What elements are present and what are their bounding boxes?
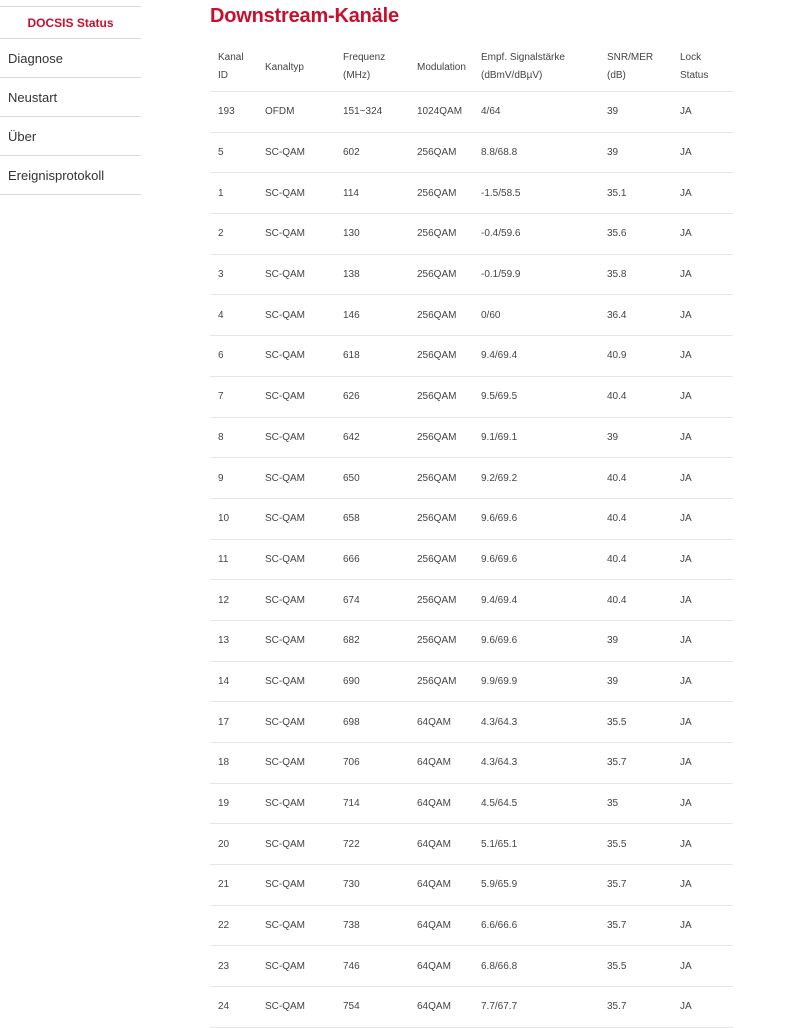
frequenz-cell: 698: [335, 702, 409, 743]
kanaltyp-cell: SC-QAM: [257, 132, 335, 173]
kanal-id-cell: 7: [210, 376, 257, 417]
frequenz-cell: 754: [335, 987, 409, 1028]
table-row: [210, 702, 733, 743]
snr-mer-cell: 35.6: [599, 214, 672, 255]
snr-mer-cell: 35.7: [599, 987, 672, 1028]
kanal-id-cell: 22: [210, 905, 257, 946]
lock-status-cell: JA: [672, 214, 733, 255]
column-header-line1: Empf. Signalstärke: [481, 52, 565, 63]
lock-status-cell: JA: [672, 376, 733, 417]
column-header-line2: Status: [680, 70, 709, 81]
sidebar-item-neustart[interactable]: Neustart: [0, 78, 141, 117]
signalstaerke-cell: 9.2/69.2: [473, 458, 599, 499]
lock-status-cell: JA: [672, 498, 733, 539]
signalstaerke-cell: 4.5/64.5: [473, 783, 599, 824]
kanaltyp-cell: SC-QAM: [257, 987, 335, 1028]
frequenz-cell: 650: [335, 458, 409, 499]
modulation-cell: 1024QAM: [409, 92, 473, 133]
kanaltyp-cell: SC-QAM: [257, 539, 335, 580]
snr-mer-cell: 35.7: [599, 865, 672, 906]
table-row: [210, 295, 733, 336]
frequenz-cell: 690: [335, 661, 409, 702]
frequenz-cell: 151~324: [335, 92, 409, 133]
modulation-cell: 64QAM: [409, 743, 473, 784]
signalstaerke-cell: 9.6/69.6: [473, 620, 599, 661]
signalstaerke-cell: 5.1/65.1: [473, 824, 599, 865]
kanaltyp-cell: SC-QAM: [257, 702, 335, 743]
lock-status-cell: JA: [672, 458, 733, 499]
kanal-id-cell: 11: [210, 539, 257, 580]
column-header-line2: (MHz): [343, 70, 371, 81]
snr-mer-cell: 35.5: [599, 946, 672, 987]
kanal-id-cell: 5: [210, 132, 257, 173]
modulation-cell: 256QAM: [409, 295, 473, 336]
lock-status-cell: JA: [672, 336, 733, 377]
kanal-id-cell: 2: [210, 214, 257, 255]
kanaltyp-cell: SC-QAM: [257, 214, 335, 255]
column-header-line1: Lock: [680, 52, 702, 63]
kanaltyp-cell: SC-QAM: [257, 376, 335, 417]
signalstaerke-cell: 9.4/69.4: [473, 336, 599, 377]
frequenz-cell: 602: [335, 132, 409, 173]
sidebar-item-ereignisprotokoll[interactable]: Ereignisprotokoll: [0, 156, 141, 195]
modulation-cell: 64QAM: [409, 824, 473, 865]
table-row: [210, 539, 733, 580]
kanal-id-cell: 14: [210, 661, 257, 702]
kanal-id-cell: 13: [210, 620, 257, 661]
table-row: [210, 783, 733, 824]
frequenz-cell: 746: [335, 946, 409, 987]
signalstaerke-cell: -0.4/59.6: [473, 214, 599, 255]
lock-status-cell: JA: [672, 539, 733, 580]
kanaltyp-cell: SC-QAM: [257, 661, 335, 702]
sidebar-item-docsis-status[interactable]: DOCSIS Status: [0, 6, 141, 39]
frequenz-cell: 618: [335, 336, 409, 377]
kanal-id-cell: 193: [210, 92, 257, 133]
table-row: [210, 905, 733, 946]
table-row: [210, 580, 733, 621]
kanal-id-cell: 4: [210, 295, 257, 336]
modulation-cell: 256QAM: [409, 539, 473, 580]
downstream-channel-table: [210, 45, 733, 1028]
lock-status-cell: JA: [672, 92, 733, 133]
kanaltyp-cell: SC-QAM: [257, 295, 335, 336]
table-row: [210, 214, 733, 255]
lock-status-cell: JA: [672, 661, 733, 702]
signalstaerke-cell: 4.3/64.3: [473, 702, 599, 743]
column-header-line2: (dB): [607, 70, 626, 81]
modulation-cell: 256QAM: [409, 336, 473, 377]
modulation-cell: 256QAM: [409, 580, 473, 621]
kanaltyp-cell: SC-QAM: [257, 865, 335, 906]
kanaltyp-cell: SC-QAM: [257, 173, 335, 214]
column-header-line1: Modulation: [417, 62, 466, 73]
lock-status-cell: JA: [672, 620, 733, 661]
lock-status-cell: JA: [672, 824, 733, 865]
kanaltyp-cell: SC-QAM: [257, 620, 335, 661]
snr-mer-cell: 35.5: [599, 702, 672, 743]
page-title: Downstream-Kanäle: [210, 5, 399, 27]
modulation-cell: 256QAM: [409, 173, 473, 214]
signalstaerke-cell: 4/64: [473, 92, 599, 133]
column-header-line1: SNR/MER: [607, 52, 654, 63]
modulation-cell: 256QAM: [409, 132, 473, 173]
kanaltyp-cell: SC-QAM: [257, 498, 335, 539]
lock-status-cell: JA: [672, 702, 733, 743]
lock-status-cell: JA: [672, 254, 733, 295]
modulation-cell: 64QAM: [409, 783, 473, 824]
frequenz-cell: 674: [335, 580, 409, 621]
frequenz-cell: 738: [335, 905, 409, 946]
kanaltyp-cell: SC-QAM: [257, 905, 335, 946]
signalstaerke-cell: 9.5/69.5: [473, 376, 599, 417]
lock-status-cell: JA: [672, 417, 733, 458]
snr-mer-cell: 35: [599, 783, 672, 824]
snr-mer-cell: 35.8: [599, 254, 672, 295]
signalstaerke-cell: 7.7/67.7: [473, 987, 599, 1028]
table-row: [210, 173, 733, 214]
table-row: [210, 661, 733, 702]
frequenz-cell: 146: [335, 295, 409, 336]
column-header-kanaltyp: [257, 45, 335, 92]
table-row: [210, 620, 733, 661]
lock-status-cell: JA: [672, 987, 733, 1028]
table-row: [210, 92, 733, 133]
signalstaerke-cell: 4.3/64.3: [473, 743, 599, 784]
table-row: [210, 376, 733, 417]
table-row: [210, 254, 733, 295]
table-row: [210, 987, 733, 1028]
main-content: [210, 0, 770, 1028]
table-row: [210, 458, 733, 499]
kanal-id-cell: 12: [210, 580, 257, 621]
table-row: [210, 417, 733, 458]
frequenz-cell: 658: [335, 498, 409, 539]
frequenz-cell: 706: [335, 743, 409, 784]
snr-mer-cell: 40.9: [599, 336, 672, 377]
snr-mer-cell: 39: [599, 417, 672, 458]
signalstaerke-cell: 9.4/69.4: [473, 580, 599, 621]
signalstaerke-cell: 0/60: [473, 295, 599, 336]
modulation-cell: 256QAM: [409, 214, 473, 255]
frequenz-cell: 722: [335, 824, 409, 865]
lock-status-cell: JA: [672, 743, 733, 784]
signalstaerke-cell: -1.5/58.5: [473, 173, 599, 214]
frequenz-cell: 642: [335, 417, 409, 458]
kanaltyp-cell: SC-QAM: [257, 458, 335, 499]
frequenz-cell: 138: [335, 254, 409, 295]
signalstaerke-cell: 6.6/66.6: [473, 905, 599, 946]
frequenz-cell: 730: [335, 865, 409, 906]
modulation-cell: 64QAM: [409, 865, 473, 906]
modulation-cell: 64QAM: [409, 905, 473, 946]
signalstaerke-cell: 8.8/68.8: [473, 132, 599, 173]
kanal-id-cell: 10: [210, 498, 257, 539]
signalstaerke-cell: 9.9/69.9: [473, 661, 599, 702]
frequenz-cell: 682: [335, 620, 409, 661]
signalstaerke-cell: 9.6/69.6: [473, 498, 599, 539]
column-header-snr-mer: [599, 45, 672, 92]
snr-mer-cell: 40.4: [599, 498, 672, 539]
signalstaerke-cell: -0.1/59.9: [473, 254, 599, 295]
signalstaerke-cell: 6.8/66.8: [473, 946, 599, 987]
table-row: [210, 824, 733, 865]
modulation-cell: 64QAM: [409, 702, 473, 743]
snr-mer-cell: 36.4: [599, 295, 672, 336]
lock-status-cell: JA: [672, 295, 733, 336]
sidebar-nav: [0, 6, 141, 195]
table-row: [210, 336, 733, 377]
sidebar-item-diagnose[interactable]: Diagnose: [0, 39, 141, 78]
snr-mer-cell: 40.4: [599, 458, 672, 499]
kanal-id-cell: 3: [210, 254, 257, 295]
kanaltyp-cell: SC-QAM: [257, 580, 335, 621]
column-header-line2: (dBmV/dBµV): [481, 70, 543, 81]
lock-status-cell: JA: [672, 865, 733, 906]
kanal-id-cell: 21: [210, 865, 257, 906]
lock-status-cell: JA: [672, 946, 733, 987]
snr-mer-cell: 40.4: [599, 376, 672, 417]
kanal-id-cell: 19: [210, 783, 257, 824]
signalstaerke-cell: 5.9/65.9: [473, 865, 599, 906]
kanaltyp-cell: SC-QAM: [257, 417, 335, 458]
snr-mer-cell: 35.7: [599, 905, 672, 946]
lock-status-cell: JA: [672, 132, 733, 173]
table-row: [210, 743, 733, 784]
snr-mer-cell: 39: [599, 132, 672, 173]
column-header-frequenz: [335, 45, 409, 92]
modulation-cell: 256QAM: [409, 620, 473, 661]
kanal-id-cell: 20: [210, 824, 257, 865]
table-row: [210, 498, 733, 539]
kanaltyp-cell: SC-QAM: [257, 824, 335, 865]
kanal-id-cell: 8: [210, 417, 257, 458]
table-header-row: [210, 45, 733, 92]
lock-status-cell: JA: [672, 580, 733, 621]
snr-mer-cell: 35.1: [599, 173, 672, 214]
modulation-cell: 64QAM: [409, 946, 473, 987]
frequenz-cell: 714: [335, 783, 409, 824]
column-header-lock-status: [672, 45, 733, 92]
lock-status-cell: JA: [672, 905, 733, 946]
frequenz-cell: 114: [335, 173, 409, 214]
sidebar-item-ueber[interactable]: Über: [0, 117, 141, 156]
frequenz-cell: 130: [335, 214, 409, 255]
snr-mer-cell: 39: [599, 620, 672, 661]
kanal-id-cell: 9: [210, 458, 257, 499]
kanal-id-cell: 23: [210, 946, 257, 987]
modulation-cell: 256QAM: [409, 254, 473, 295]
table-row: [210, 946, 733, 987]
snr-mer-cell: 39: [599, 661, 672, 702]
kanaltyp-cell: SC-QAM: [257, 743, 335, 784]
modulation-cell: 64QAM: [409, 987, 473, 1028]
column-header-line1: Kanaltyp: [265, 62, 304, 73]
signalstaerke-cell: 9.6/69.6: [473, 539, 599, 580]
kanal-id-cell: 18: [210, 743, 257, 784]
kanaltyp-cell: SC-QAM: [257, 946, 335, 987]
table-body: [210, 92, 733, 1028]
snr-mer-cell: 35.7: [599, 743, 672, 784]
kanaltyp-cell: SC-QAM: [257, 783, 335, 824]
kanaltyp-cell: OFDM: [257, 92, 335, 133]
lock-status-cell: JA: [672, 173, 733, 214]
snr-mer-cell: 39: [599, 92, 672, 133]
frequenz-cell: 666: [335, 539, 409, 580]
modulation-cell: 256QAM: [409, 661, 473, 702]
column-header-modulation: [409, 45, 473, 92]
table-row: [210, 132, 733, 173]
modulation-cell: 256QAM: [409, 458, 473, 499]
column-header-line1: Frequenz: [343, 52, 386, 63]
table-row: [210, 865, 733, 906]
snr-mer-cell: 40.4: [599, 539, 672, 580]
kanal-id-cell: 1: [210, 173, 257, 214]
kanaltyp-cell: SC-QAM: [257, 254, 335, 295]
snr-mer-cell: 35.5: [599, 824, 672, 865]
column-header-signalstaerke: [473, 45, 599, 92]
frequenz-cell: 626: [335, 376, 409, 417]
modulation-cell: 256QAM: [409, 498, 473, 539]
kanal-id-cell: 24: [210, 987, 257, 1028]
column-header-kanal-id: [210, 45, 257, 92]
kanal-id-cell: 6: [210, 336, 257, 377]
modulation-cell: 256QAM: [409, 376, 473, 417]
snr-mer-cell: 40.4: [599, 580, 672, 621]
kanaltyp-cell: SC-QAM: [257, 336, 335, 377]
kanal-id-cell: 17: [210, 702, 257, 743]
column-header-line2: ID: [218, 70, 228, 81]
lock-status-cell: JA: [672, 783, 733, 824]
signalstaerke-cell: 9.1/69.1: [473, 417, 599, 458]
column-header-line1: Kanal: [218, 52, 244, 63]
modulation-cell: 256QAM: [409, 417, 473, 458]
